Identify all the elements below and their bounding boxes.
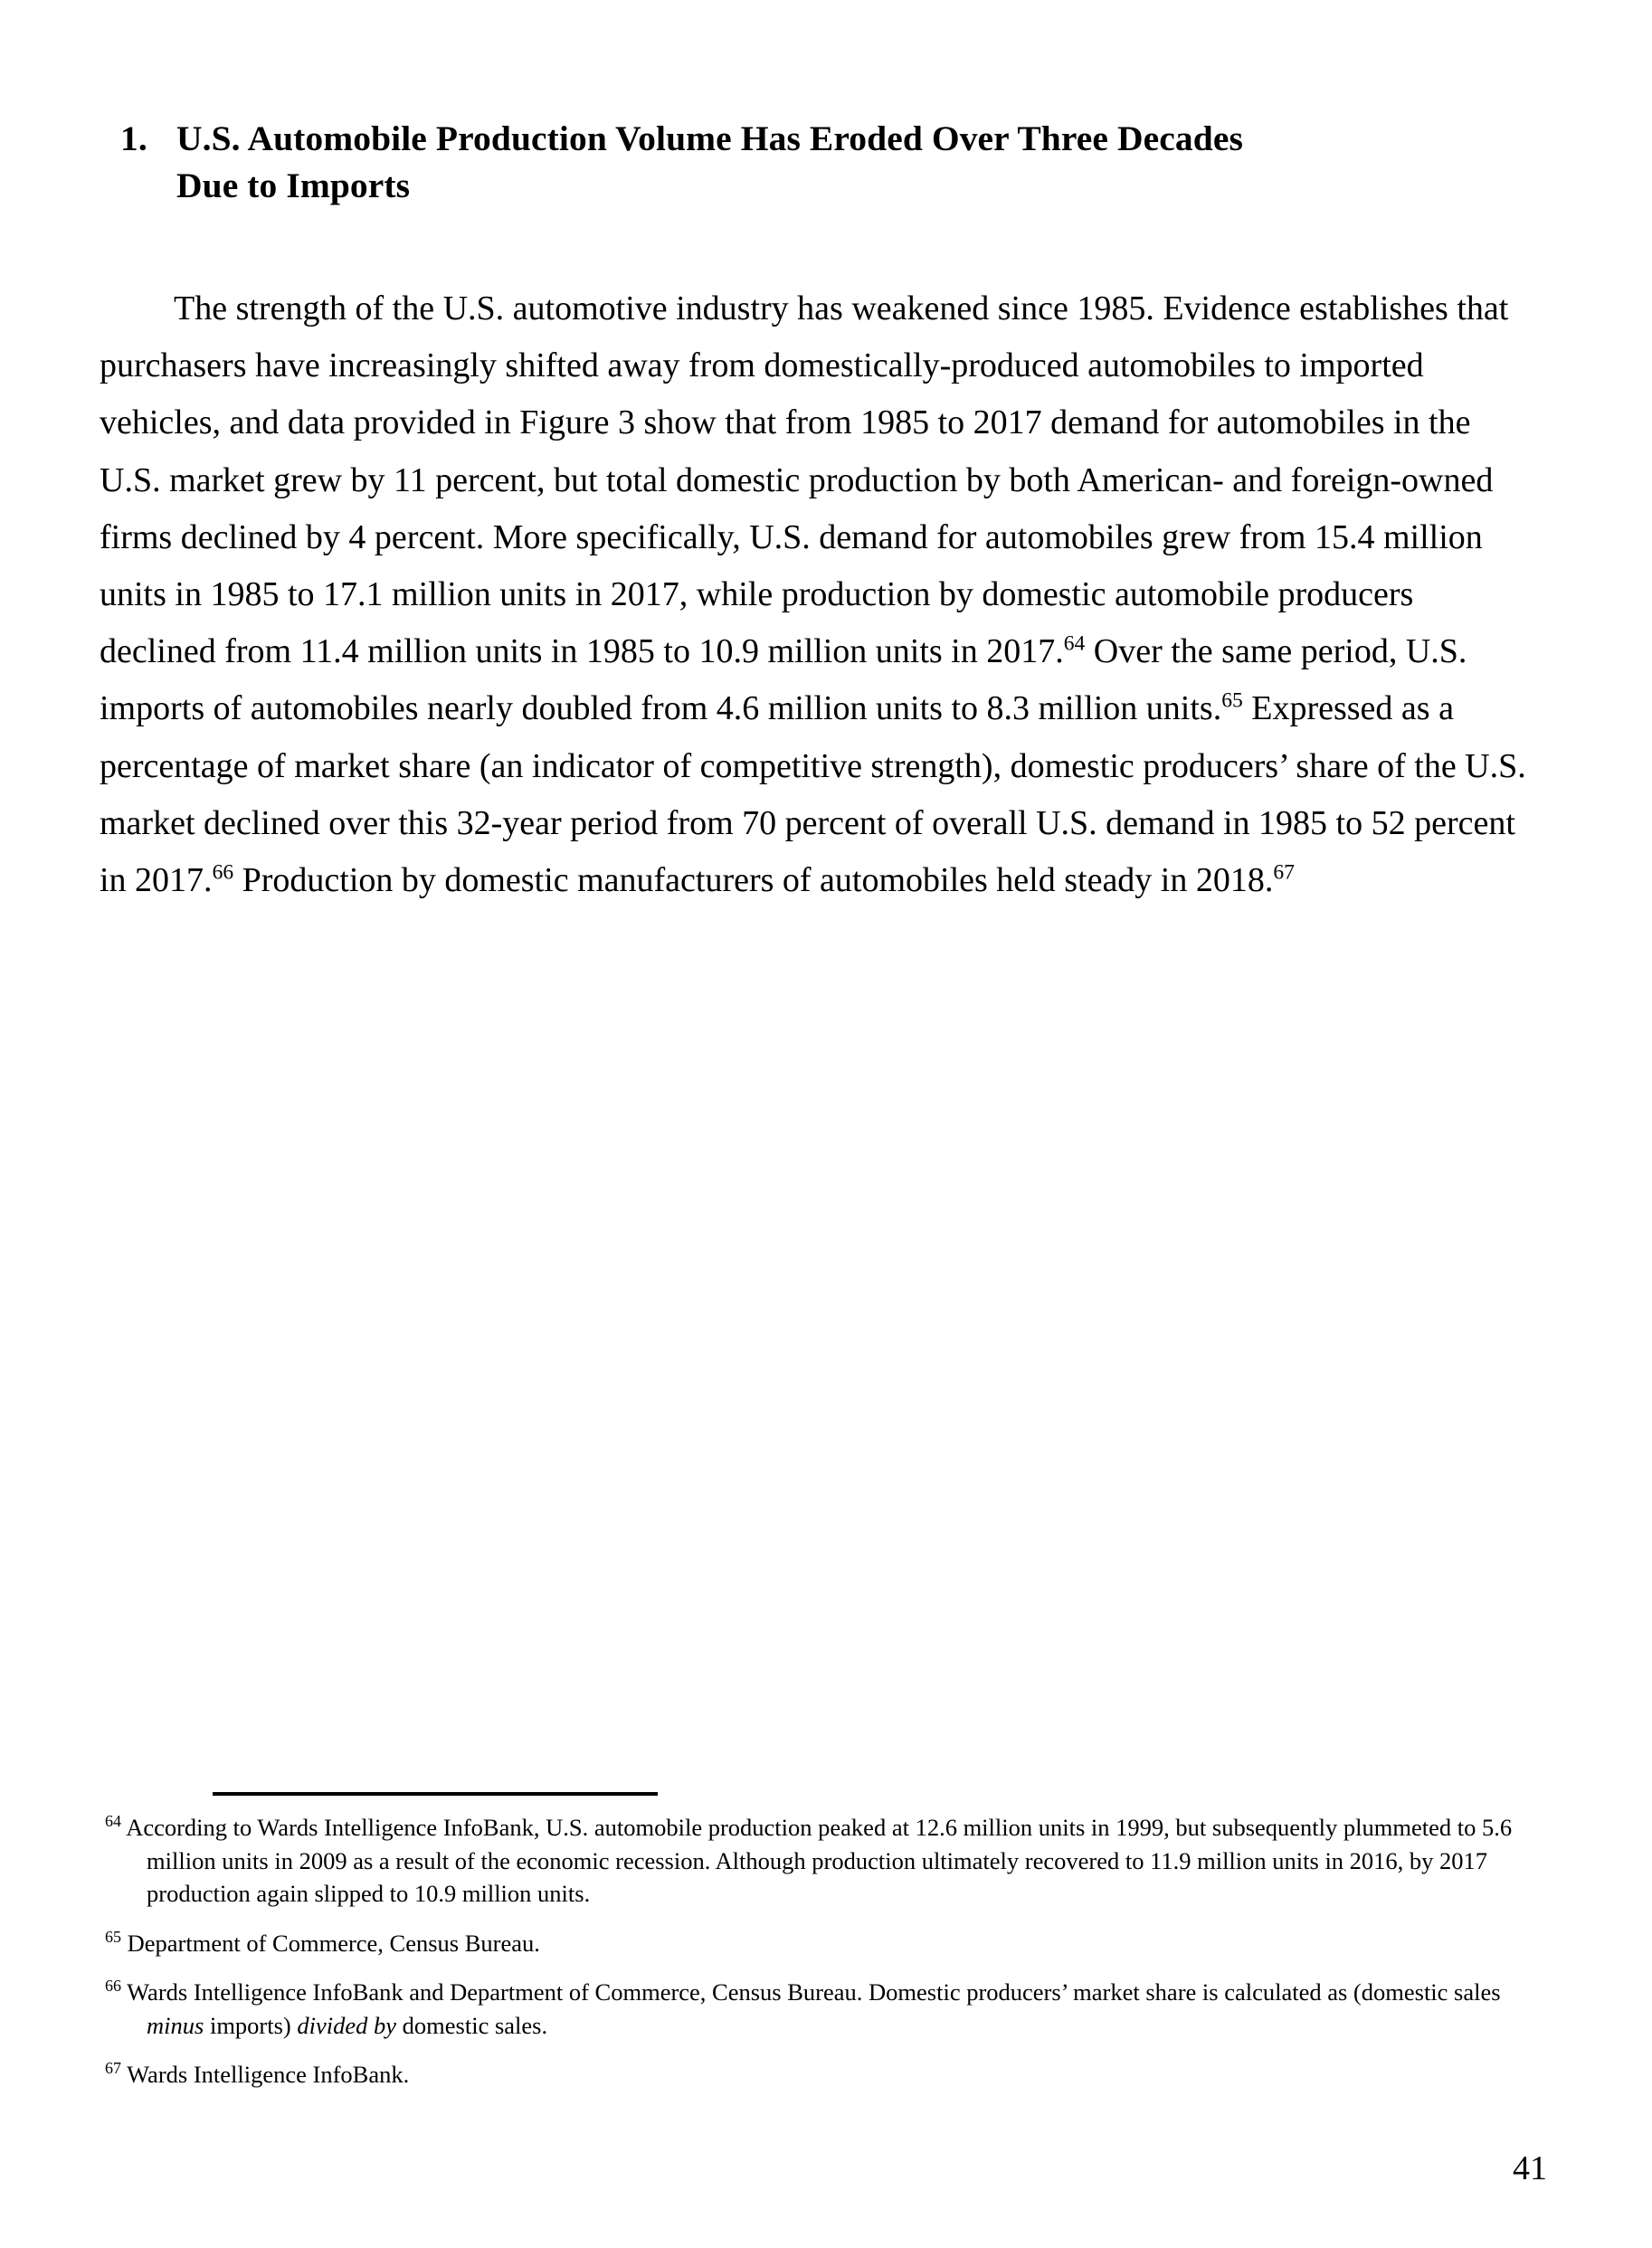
- footnote-text-67: Wards Intelligence InfoBank.: [127, 2061, 410, 2088]
- footnote-text-65: Department of Commerce, Census Bureau.: [127, 1929, 540, 1957]
- footnote-66-italic-minus: minus: [147, 2011, 204, 2039]
- footnote-item-64: [100, 1811, 1547, 1911]
- footnote-66-segment-2: imports): [204, 2011, 298, 2039]
- section-heading-line-1: U.S. Automobile Production Volume Has Eroded Over Three Decades: [176, 119, 1243, 158]
- body-text-part-1: The strength of the U.S. automotive industry has weakened since 1985. Evidence establishes that purchasers have increasingly shifted away from domestically-produced automobiles to imported vehicles, and data provided in Figure 3 show that from 1985 to 2017 demand for automobiles in the U.S. market grew by 11 percent, but total domestic production by both American- and foreign-owned firms declined by 4 percent. More specifically, U.S. demand for automobiles grew from 15.4 million units in 1985 to 17.1 million units in 2017, while production by domestic automobile producers declined from 11.4 million units in 1985 to 10.9 million units in 2017.: [100, 289, 1509, 671]
- footnote-ref-65[interactable]: 65: [1221, 688, 1243, 713]
- footnote-item-66: [100, 1976, 1547, 2042]
- footnote-ref-66[interactable]: 66: [212, 860, 234, 885]
- footnote-mark-64: 64: [105, 1812, 122, 1831]
- footnote-text-64: According to Wards Intelligence InfoBank, U.S. automobile production peaked at 12.6 million units in 1999, but subsequently plummeted to 5.6 million units in 2009 as a result of the economic recession. Although production ultimately recovered to 11.9 million units in 2016, by 2017 production again slipped to 10.9 million units.: [126, 1814, 1513, 1907]
- body-text-block: [100, 280, 1538, 909]
- footnotes-section: [100, 1811, 1547, 2108]
- footnote-mark-65: 65: [105, 1927, 122, 1946]
- body-text-part-2: Over the same period, U.S. imports of automobiles nearly doubled from 4.6 million units to 8.3 million units.: [100, 632, 1467, 728]
- footnote-separator-rule: [213, 1792, 658, 1796]
- footnote-66-segment-1: Wards Intelligence InfoBank and Department of Commerce, Census Bureau. Domestic producers’ market share is calculated as (domestic sales: [127, 1978, 1501, 2006]
- footnote-ref-64[interactable]: 64: [1063, 631, 1086, 656]
- footnote-mark-66: 66: [105, 1977, 122, 1996]
- footnote-ref-67[interactable]: 67: [1273, 860, 1295, 885]
- page-number: 41: [1513, 2149, 1547, 2187]
- body-text-part-3: Expressed as a percentage of market share (an indicator of competitive strength), domestic producers’ share of the U.S. market declined over this 32-year period from 70 percent of overall U.S. demand in 1985 to 52 percent in 2017.: [100, 689, 1526, 900]
- footnote-66-segment-3: domestic sales.: [396, 2011, 548, 2039]
- body-text-part-4: Production by domestic manufacturers of automobiles held steady in 2018.: [233, 861, 1274, 900]
- footnote-66-italic-divided-by: divided by: [297, 2011, 397, 2039]
- footnote-item-67: [100, 2058, 1547, 2091]
- footnote-text-66: [127, 1978, 1500, 2039]
- footnote-mark-67: 67: [105, 2059, 122, 2078]
- section-heading-number: 1.: [120, 119, 147, 158]
- section-heading-line-2: Due to Imports: [176, 165, 411, 205]
- body-paragraph: [100, 280, 1538, 909]
- section-heading: [120, 116, 1543, 209]
- footnote-item-65: [100, 1927, 1547, 1960]
